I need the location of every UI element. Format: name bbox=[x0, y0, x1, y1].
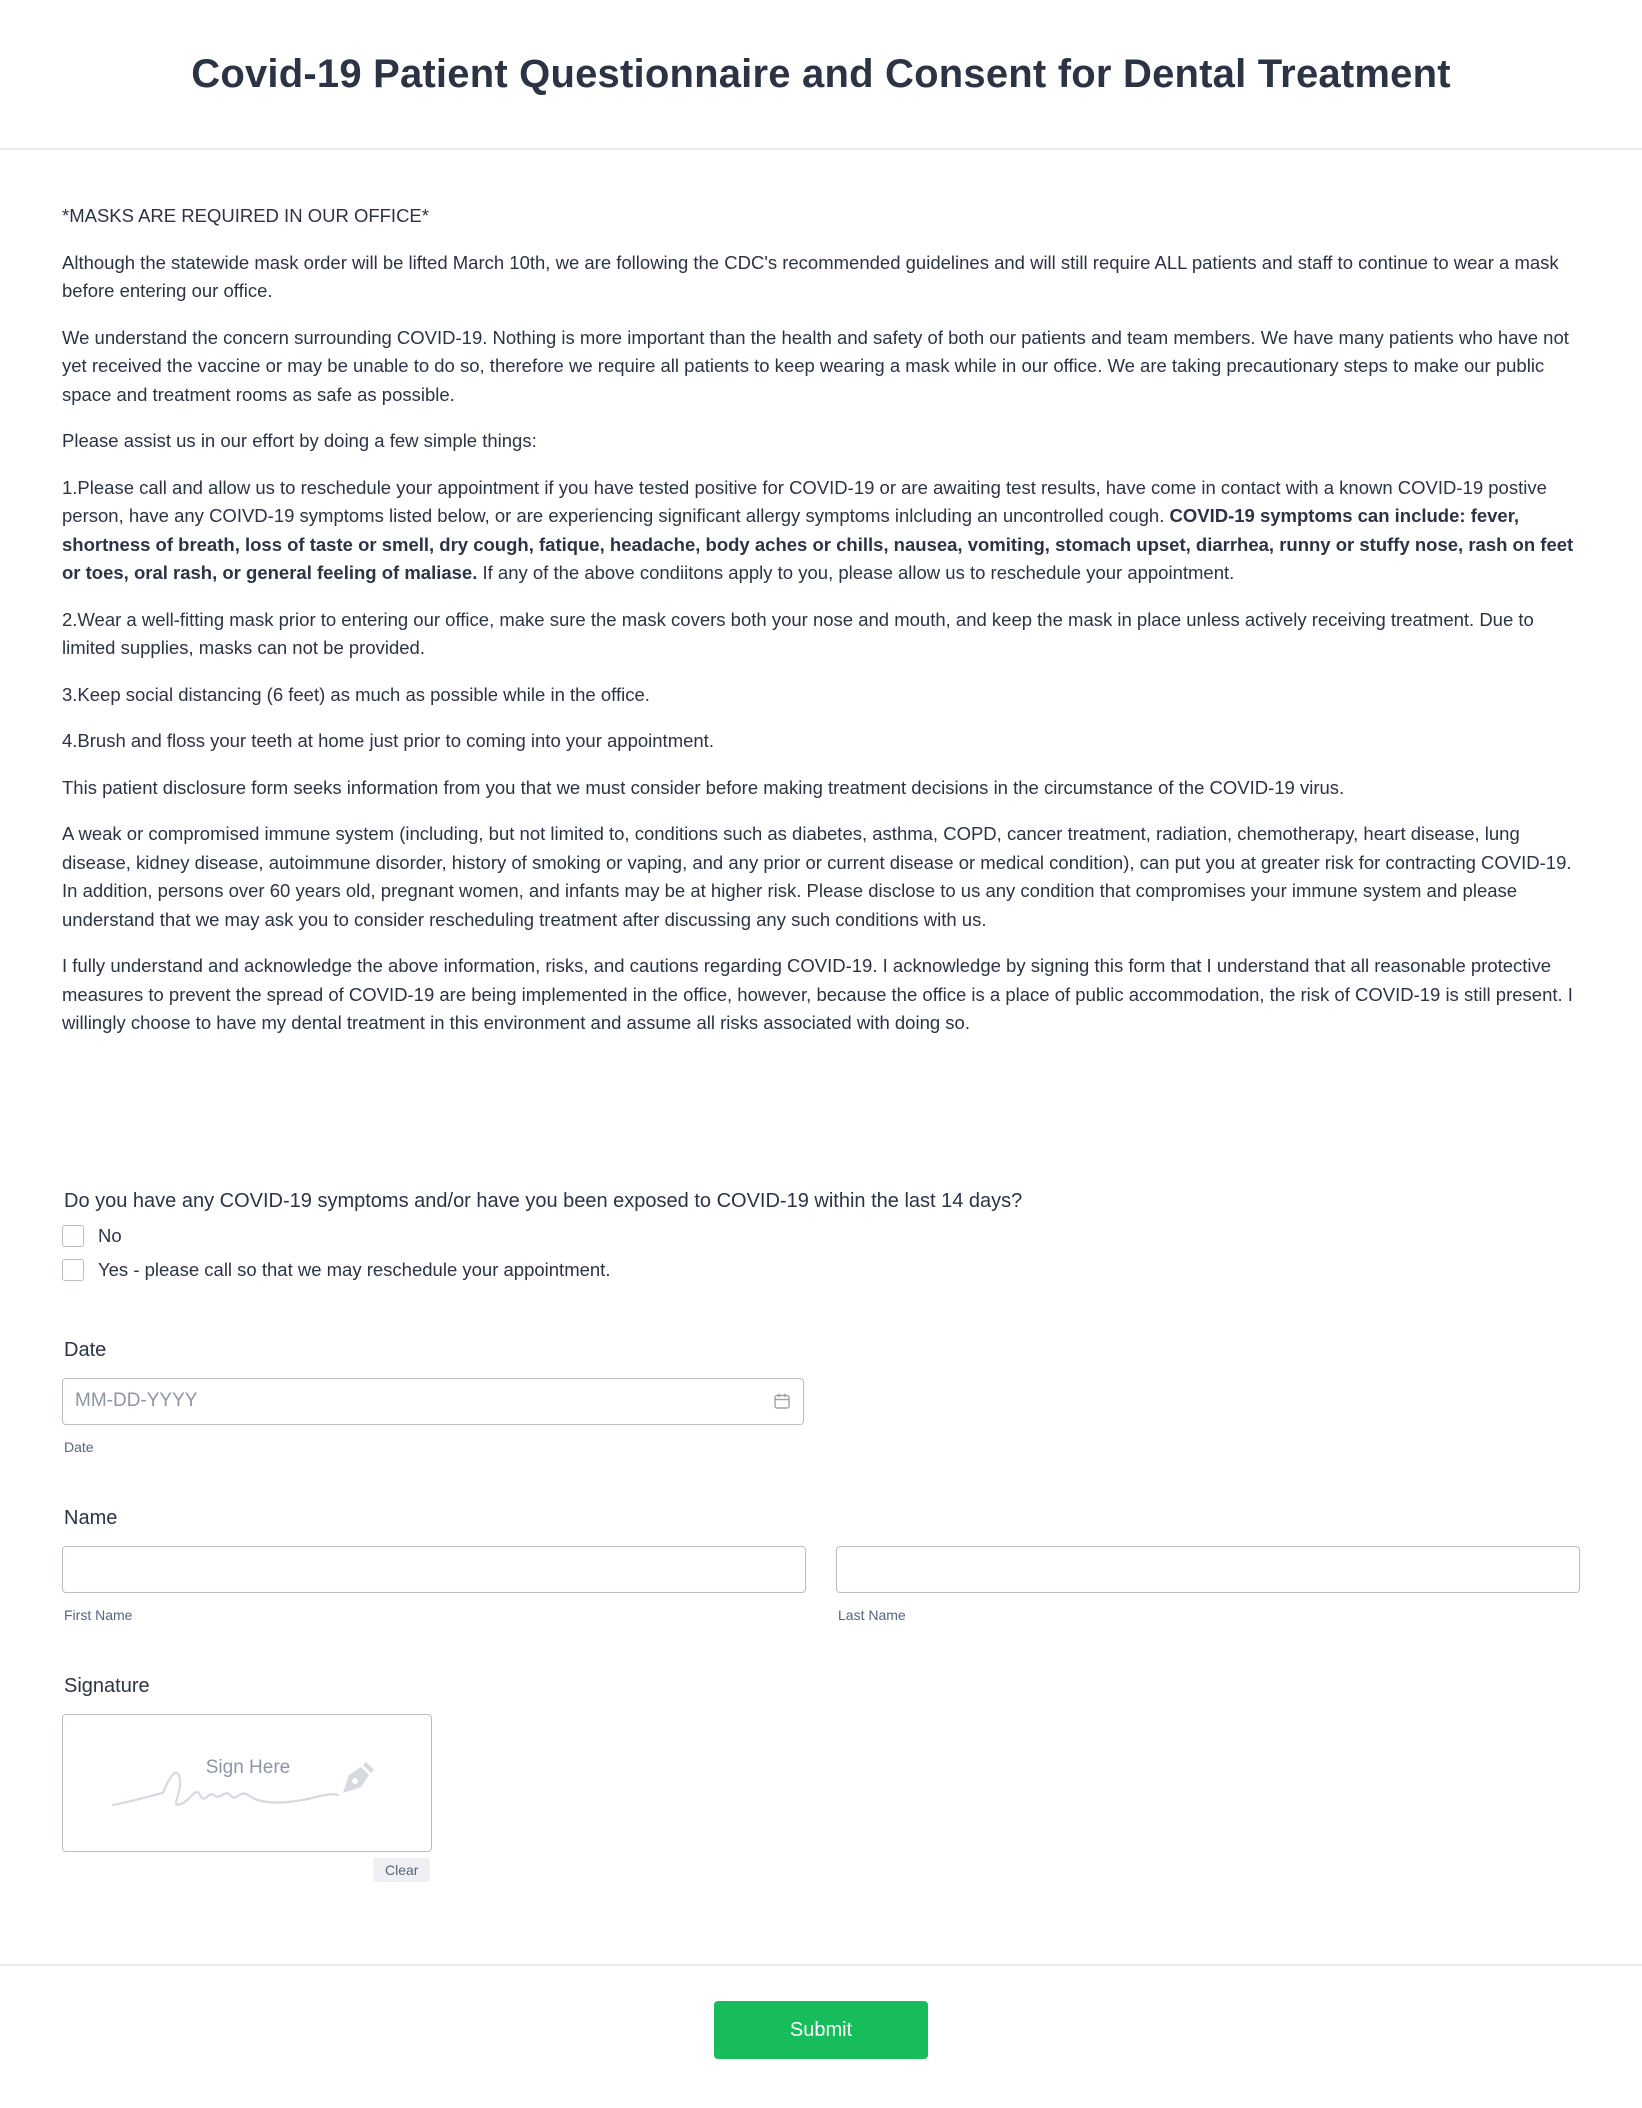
option-yes[interactable] bbox=[62, 1259, 1580, 1281]
sign-here-hint: Sign Here bbox=[205, 1756, 291, 1778]
intro-paragraph: Although the statewide mask order will be lifted March 10th, we are following the CDC's recommended guidelines and will still require ALL patients and staff to continue to wear a mask before entering our office. bbox=[62, 251, 1559, 301]
date-placeholder: MM-DD-YYYY bbox=[75, 1390, 198, 1411]
name-inputs bbox=[62, 1546, 1580, 1623]
signature-pad[interactable] bbox=[62, 1714, 432, 1852]
calendar-icon[interactable] bbox=[773, 1392, 791, 1410]
name-label: Name bbox=[64, 1506, 118, 1529]
first-name-input[interactable] bbox=[62, 1546, 806, 1593]
signature-field bbox=[62, 1675, 1580, 1882]
form-footer bbox=[0, 1964, 1642, 2108]
date-sublabel: Date bbox=[64, 1438, 94, 1455]
instruction-text: If any of the above condiitons apply to you, please allow us to reschedule your appointment. bbox=[477, 562, 1235, 583]
intro-paragraph: We understand the concern surrounding COVID-19. Nothing is more important than the health and safety of both our patients and team members. We have many patients who have not yet received the vaccine or may be unable to do so, therefore we require all patients to keep wearing a mask while in our office. We are taking precautionary steps to make our public space and treatment rooms as safe as possible. bbox=[62, 326, 1569, 405]
instruction-paragraph bbox=[62, 474, 1580, 588]
name-field bbox=[62, 1507, 1580, 1623]
option-label: Yes - please call so that we may reschedule your appointment. bbox=[98, 1258, 611, 1280]
checkbox-yes[interactable] bbox=[62, 1259, 84, 1281]
option-label: No bbox=[98, 1224, 122, 1246]
symptoms-list: COVID-19 symptoms can include: fever, shortness of breath, loss of taste or smell, dry cough, fatique, headache, body aches or chills, nausea, vomiting, stomach upset, diarrhea, runny or stuffy nose, rash on feet or toes, oral rash, or general feeling of maliase. bbox=[62, 505, 1574, 583]
instruction-paragraph: 2.Wear a well-fitting mask prior to entering our office, make sure the mask covers both your nose and mouth, and keep the mask in place unless actively receiving treatment. Due to limited supplies, masks can not be provided. bbox=[62, 608, 1534, 658]
option-no[interactable] bbox=[62, 1225, 1580, 1247]
instruction-paragraph: 3.Keep social distancing (6 feet) as much as possible while in the office. bbox=[62, 683, 650, 705]
last-name-input[interactable] bbox=[836, 1546, 1580, 1593]
checkbox-no[interactable] bbox=[62, 1225, 84, 1247]
last-name-sublabel: Last Name bbox=[838, 1606, 906, 1623]
symptoms-options bbox=[62, 1225, 1580, 1281]
first-name-group bbox=[62, 1546, 806, 1623]
form-header bbox=[0, 0, 1642, 150]
date-field bbox=[62, 1339, 1580, 1455]
form-content bbox=[0, 150, 1642, 1882]
date-input[interactable] bbox=[62, 1378, 804, 1425]
instruction-text: 1.Please call and allow us to reschedule your appointment if you have tested positive for COVID-19 or are awaiting test results, have come in contact with a known COVID-19 postive person, have any COIVD-19 symptoms listed below, or are experiencing significant allergy symptoms inlcluding an uncontrolled cough. bbox=[62, 476, 1547, 526]
symptoms-question-label: Do you have any COVID-19 symptoms and/or have you been exposed to COVID-19 within the last 14 days? bbox=[64, 1189, 1023, 1212]
disclosure-paragraph: A weak or compromised immune system (including, but not limited to, conditions such as diabetes, asthma, COPD, cancer treatment, radiation, chemotherapy, heart disease, lung disease, kidney disease, autoimmune disorder, history of smoking or vaping, and any prior or current disease or medical condition), can put you at greater risk for contracting COVID-19. In addition, persons over 60 years old, pregnant women, and infants may be at higher risk. Please disclose to us any condition that compromises your immune system and please understand that we may ask you to consider rescheduling treatment after discussing any such conditions with us. bbox=[62, 823, 1572, 930]
signature-label: Signature bbox=[64, 1674, 150, 1697]
mask-notice: *MASKS ARE REQUIRED IN OUR OFFICE* bbox=[62, 205, 429, 226]
submit-button[interactable]: Submit bbox=[714, 2001, 928, 2059]
instruction-paragraph: 4.Brush and floss your teeth at home just prior to coming into your appointment. bbox=[62, 730, 714, 751]
date-label: Date bbox=[64, 1338, 107, 1361]
page-title: Covid-19 Patient Questionnaire and Consent for Dental Treatment bbox=[191, 51, 1451, 96]
pen-nib-icon bbox=[337, 1759, 377, 1799]
disclosure-paragraph: This patient disclosure form seeks information from you that we must consider before making treatment decisions in the circumstance of the COVID-19 virus. bbox=[62, 776, 1345, 798]
acknowledgement-paragraph: I fully understand and acknowledge the above information, risks, and cautions regarding COVID-19. I acknowledge by signing this form that I understand that all reasonable protective measures to prevent the spread of COVID-19 are being implemented in the office, however, because the office is a place of public accommodation, the risk of COVID-19 is still present. I willingly choose to have my dental treatment in this environment and assume all risks associated with doing so. bbox=[62, 955, 1573, 1033]
first-name-sublabel: First Name bbox=[64, 1606, 133, 1623]
last-name-group bbox=[836, 1546, 1580, 1623]
intro-paragraph: Please assist us in our effort by doing a few simple things: bbox=[62, 430, 537, 451]
clear-signature-button[interactable]: Clear bbox=[373, 1858, 430, 1882]
